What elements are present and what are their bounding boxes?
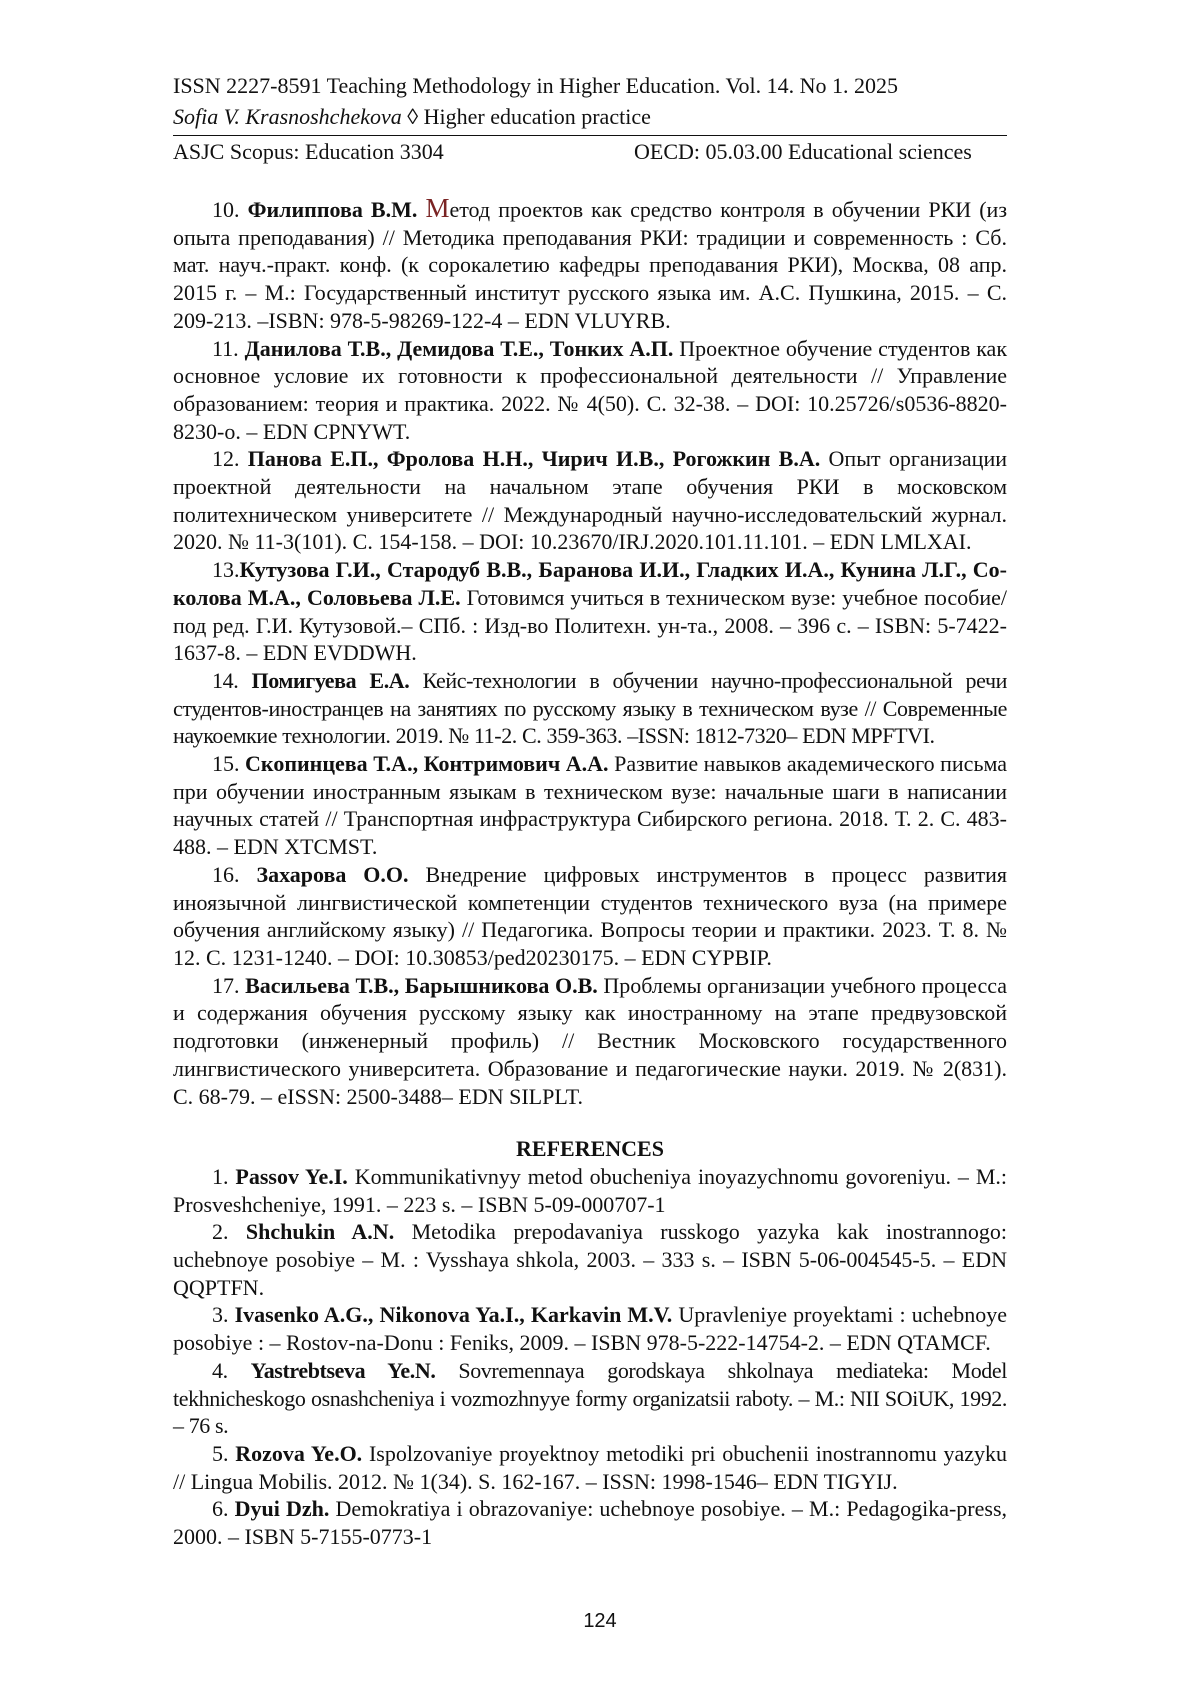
ref-authors: Васильева Т.В., Барышникова О.В. xyxy=(245,972,598,998)
ref-number: 11. xyxy=(212,335,239,361)
asjc-classification: ASJC Scopus: Education 3304 xyxy=(173,139,444,164)
oecd-classification: OECD: 05.03.00 Educational sciences xyxy=(634,139,972,164)
reference-ru-14 xyxy=(173,667,1007,750)
ref-number: 12. xyxy=(212,446,240,472)
author-name: Sofia V. Krasnoshchekova xyxy=(173,104,402,129)
diamond-separator: ◊ xyxy=(407,104,419,129)
ref-authors: Данилова Т.В., Демидова Т.Е., Тонких А.П. xyxy=(244,335,674,361)
ref-text: Опыт организации проектной деятельности на начальном этапе обучения РКИ в московском политехническом университете // Международный научно-исследовательский журнал. 2020. № 11-3(101). С. 154-158. – DOI: 10.23670/IRJ.2020.101.11.101. – EDN LMLXAI. xyxy=(173,446,1008,555)
ref-number: 3. xyxy=(212,1302,229,1328)
ref-text: Внедрение цифровых инструментов в процесс развития иноязычной лингвистической компетенции студентов технического вуза (на примере обучения английскому языку) // Педагогика. Вопросы теории и практики. 2023. Т. 8. № 12. С. 1231-1240. – DOI: 10.30853/ped20230175. – EDN CYPBIP. xyxy=(173,861,1008,970)
reference-ru-16 xyxy=(173,861,1007,972)
reference-en-2 xyxy=(173,1218,1007,1301)
ref-number: 6. xyxy=(212,1496,229,1522)
ref-authors: Кутузова Г.И., Стародуб В.В., Баранова И.И., Гладких И.А., Кунина Л.Г., Со-колова М.А., Соловьева Л.Е. xyxy=(173,557,1007,610)
author-line xyxy=(173,101,1007,132)
ref-number: 14. xyxy=(212,667,239,693)
ref-text: Demokratiya i obrazovaniye: uchebnoye posobiye. – M.: Pedagogika-press, 2000. – ISBN 5-7155-0773-1 xyxy=(173,1496,1008,1550)
reference-ru-12 xyxy=(173,445,1007,556)
ref-authors: Захарова О.О. xyxy=(256,861,409,887)
ref-text: Готовимся учиться в техническом вузе: учебное пособие/ под ред. Г.И. Кутузовой.– СПб. : Изд-во Политехн. ун-та., 2008. – 396 с. – ISBN: 5-7422-1637-8. – EDN EVDDWH. xyxy=(173,584,1008,666)
reference-ru-11 xyxy=(173,335,1007,446)
ref-number: 13. xyxy=(212,557,240,583)
reference-ru-13 xyxy=(173,556,1007,667)
reference-en-4 xyxy=(173,1357,1007,1440)
ref-number: 2. xyxy=(212,1219,229,1245)
ref-text: Развитие навыков академического письма при обучении иностранным языкам в техническом вузе: начальные шаги в написании научных статей // Транспортная инфраструктура Сибирского региона. 2018. Т. 2. С. 483-488. – EDN XTCMST. xyxy=(173,751,1008,860)
ref-text: Sovremennaya gorodskaya shkolnaya mediateka: Model tekhnicheskogo osnashcheniya i vozmozhnyye formy organizatsii raboty. – M.: NII SOiUK, 1992. – 76 s. xyxy=(173,1357,1007,1439)
ref-number: 5. xyxy=(212,1440,229,1466)
classification-line xyxy=(173,136,1007,168)
section-name: Higher education practice xyxy=(423,104,651,129)
reference-en-5 xyxy=(173,1440,1007,1495)
reference-list xyxy=(173,193,1008,1551)
ref-number: 1. xyxy=(212,1163,229,1189)
ref-authors: Помигуева Е.А. xyxy=(251,667,410,693)
ref-authors: Скопинцева Т.А., Контримович А.А. xyxy=(245,751,609,777)
ref-text: Проектное обучение студентов как основное условие их готовности к профессиональной деятельности // Управление образованием: теория и практика. 2022. № 4(50). С. 32-38. – DOI: 10.25726/s0536-8820-8230-o. – EDN CPNYWT. xyxy=(173,335,1008,444)
ref-number: 17. xyxy=(212,972,240,998)
reference-ru-17 xyxy=(173,972,1007,1111)
ref-number: 15. xyxy=(212,751,240,777)
ref-authors: Филиппова В.М. xyxy=(247,197,418,222)
ref-authors: Dyui Dzh. xyxy=(234,1496,330,1522)
ref-authors: Shchukin A.N. xyxy=(245,1219,395,1245)
page-number: 124 xyxy=(583,1610,617,1632)
journal-line: ISSN 2227-8591 Teaching Methodology in Higher Education. Vol. 14. No 1. 2025 xyxy=(173,73,899,98)
ref-authors: Rozova Ye.O. xyxy=(235,1440,363,1466)
references-heading: REFERENCES xyxy=(516,1136,664,1162)
ref-number: 10. xyxy=(212,197,240,222)
reference-en-3 xyxy=(173,1301,1007,1356)
ref-text: Ispolzovaniye proyektnoy metodiki pri obuchenii inostrannomu yazyku // Lingua Mobilis. 2012. № 1(34). S. 162-167. – ISSN: 1998-1546– EDN TIGYIJ. xyxy=(173,1440,1008,1494)
reference-en-1 xyxy=(173,1163,1007,1218)
ref-text: Metodika prepodavaniya russkogo yazyka kak inostrannogo: uchebnoye posobiye – M. : Vysshaya shkola, 2003. – 333 s. – ISBN 5-06-004545-5. – EDN QQPTFN. xyxy=(173,1219,1008,1300)
ref-text: Upravleniye proyektami : uchebnoye posobiye : – Rostov-na-Donu : Feniks, 2009. – ISBN 978-5-222-14754-2. – EDN QTAMCF. xyxy=(173,1302,1007,1356)
ref-text: Проблемы организации учебного процесса и содержания обучения русскому языку как иностранному на этапе предвузовской подготовки (инженерный профиль) // Вестник Московского государственного лингвистического университета. Образование и педагогические науки. 2019. № 2(831). С. 68-79. – eISSN: 2500-3488– EDN SILPLT. xyxy=(173,972,1008,1109)
ref-authors: Панова Е.П., Фролова Н.Н., Чирич И.В., Рогожкин В.А. xyxy=(247,446,821,472)
running-header xyxy=(173,70,1007,168)
ref-number: 16. xyxy=(212,861,240,887)
ref-authors: Yastrebtseva Ye.N. xyxy=(250,1357,436,1383)
ref-text: етод проектов как средство контроля в обучении РКИ (из опыта преподавания) // Методика преподавания РКИ: традиции и современность : Сб. мат. науч.-практ. конф. (к сорокалетию кафедры преподавания РКИ), Москва, 08 апр. 2015 г. – М.: Государственный институт русского языка им. А.С. Пушкина, 2015. – С. 209-213. –ISBN: 978-5-98269-122-4 – EDN VLUYRB. xyxy=(173,197,1008,333)
ref-authors: Passov Ye.I. xyxy=(235,1163,348,1189)
ref-text: Kommunikativnyy metod obucheniya inoyazychnomu govoreniyu. – M.: Prosveshcheniye, 1991. – 223 s. – ISBN 5-09-000707-1 xyxy=(173,1163,1007,1217)
reference-ru-15 xyxy=(173,750,1007,861)
ref-initial-letter: М xyxy=(425,193,450,223)
reference-en-6 xyxy=(173,1495,1007,1550)
ref-number: 4. xyxy=(212,1357,228,1383)
reference-ru-10 xyxy=(173,193,1008,335)
ref-text: Кейс-технологии в обучении научно-профессиональной речи студентов-иностранцев на занятиях по русскому языку в техническом вузе // Современные наукоемкие технологии. 2019. № 11-2. С. 359-363. –ISSN: 1812-7320– EDN MPFTVI. xyxy=(173,667,1008,749)
ref-authors: Ivasenko A.G., Nikonova Ya.I., Karkavin M.V. xyxy=(234,1302,673,1328)
